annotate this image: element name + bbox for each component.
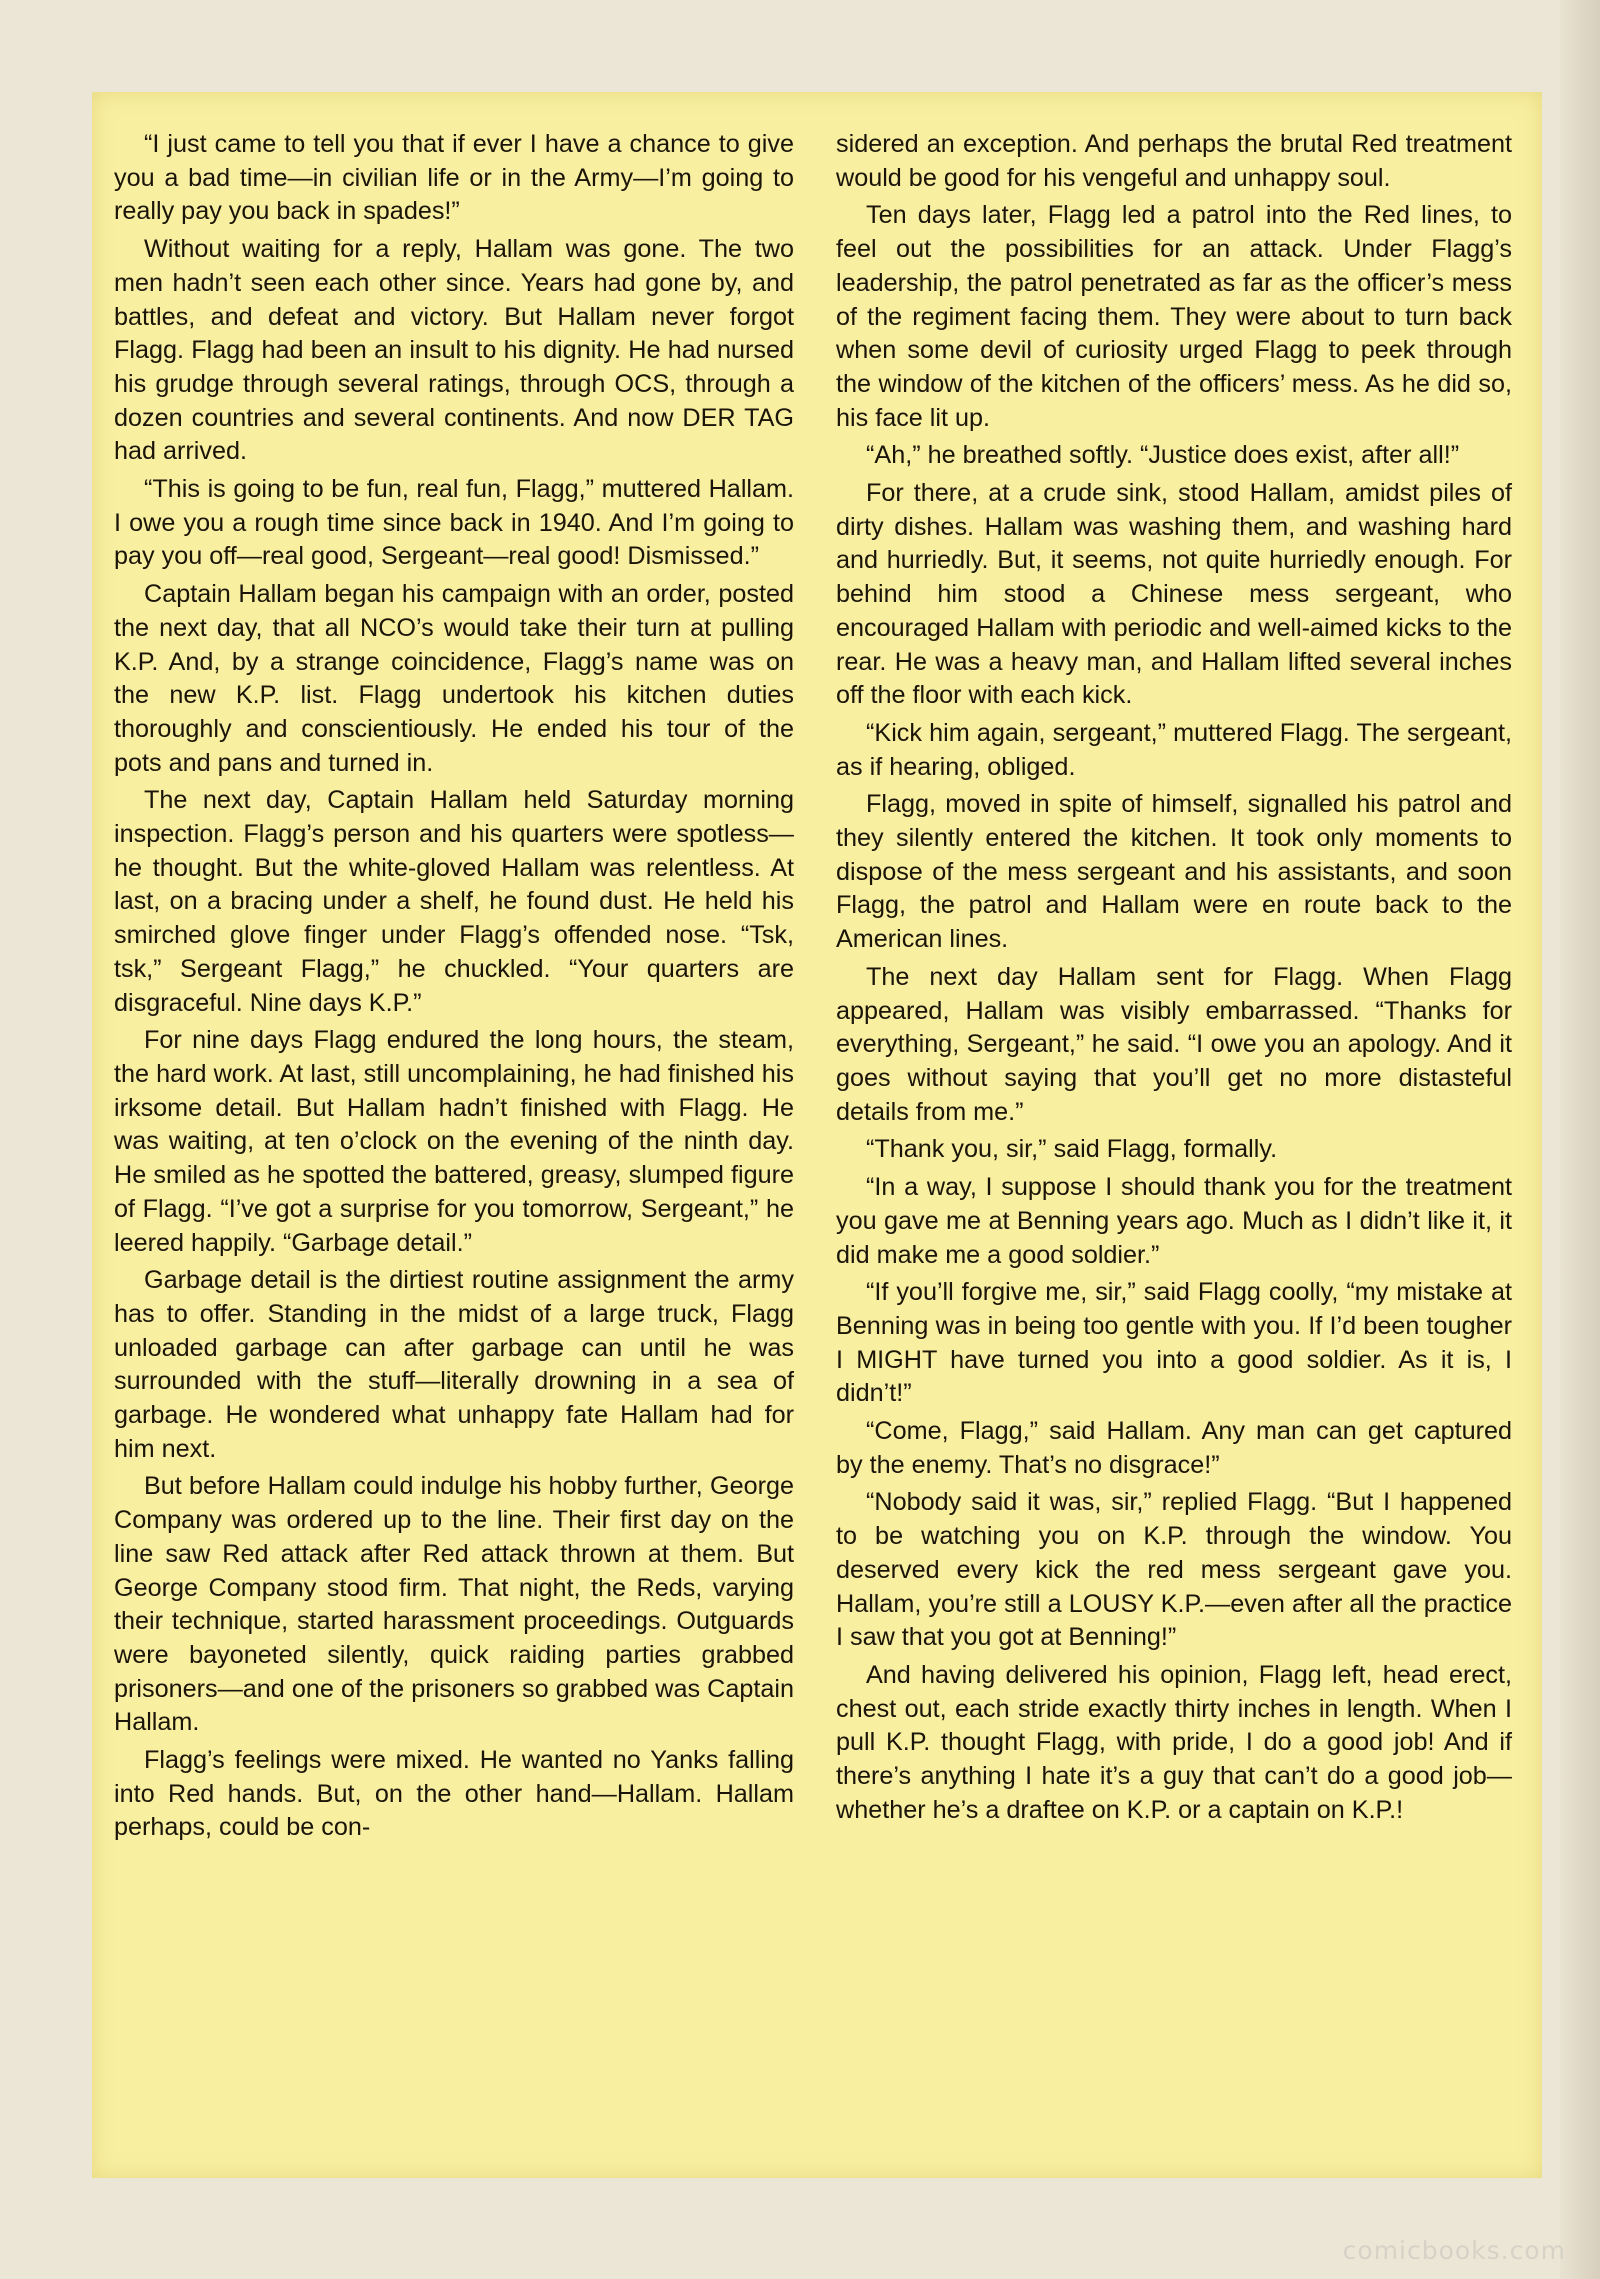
paragraph: “Thank you, sir,” said Flagg, formally. [866,1135,1278,1164]
paragraph: For there, at a crude sink, stood Hallam, amidst piles of dirty dishes. Hallam was washing them, and washing hard and hurriedly. But, it seems, not quite hurriedly enough. For behind him stood a Chinese mess sergeant, who encouraged Hallam with periodic and well-aimed kicks to the rear. He was a heavy man, and Hallam lifted several inches off the floor with each kick. [836,479,1512,710]
paragraph: “Nobody said it was, sir,” replied Flagg. “But I happened to be watching you on K.P. through the window. You deserved every kick the red mess sergeant gave you. Hallam, you’re still a LOUSY K.P.—even after all the practice I saw that you got at Benning!” [836,1488,1512,1652]
paragraph: Ten days later, Flagg led a patrol into the Red lines, to feel out the possibilities for an attack. Under Flagg’s leadership, the patrol penetrated as far as the officer’s mess of the regiment facing them. They were about to turn back when some devil of curiosity urged Flagg to peek through the window of the kitchen of the officers’ mess. As he did so, his face lit up. [836,201,1512,432]
paragraph: “This is going to be fun, real fun, Flagg,” muttered Hallam. I owe you a rough time since back in 1940. And I’m going to pay you off—real good, Sergeant—real good! Dismissed.” [114,475,794,571]
paragraph: Flagg’s feelings were mixed. He wanted no Yanks falling into Red hands. But, on the other hand—Hallam. Hallam perhaps, could be con- [114,1746,794,1842]
paragraph: “I just came to tell you that if ever I have a chance to give you a bad time—in civilian life or in the Army—I’m going to really pay you back in spades!” [114,130,794,226]
paragraph: The next day Hallam sent for Flagg. When Flagg appeared, Hallam was visibly embarrassed. “Thanks for everything, Sergeant,” he said. “I owe you an apology. And it goes without saying that you’ll get no more distasteful details from me.” [836,962,1512,1126]
paragraph: Flagg, moved in spite of himself, signalled his patrol and they silently entered the kitchen. It took only moments to dispose of the mess sergeant and his assistants, and soon Flagg, the patrol and Hallam were en route back to the American lines. [836,790,1512,954]
page-edge [1560,0,1600,2279]
paragraph: For nine days Flagg endured the long hours, the steam, the hard work. At last, still uncomplaining, he had finished his irksome detail. But Hallam hadn’t finished with Flagg. He was waiting, at ten o’clock on the evening of the ninth day. He smiled as he spotted the battered, greasy, slumped figure of Flagg. “I’ve got a surprise for you tomorrow, Sergeant,” he leered happily. “Garbage detail.” [114,1026,794,1257]
paragraph: “In a way, I suppose I should thank you for the treatment you gave me at Benning years ago. Much as I didn’t like it, it did make me a good soldier.” [836,1173,1512,1269]
paragraph: The next day, Captain Hallam held Saturday morning inspection. Flagg’s person and his quarters were spotless—he thought. But the white-gloved Hallam was relentless. At last, on a bracing under a shelf, he found dust. He held his smirched glove finger under Flagg’s offended nose. “Tsk, tsk,” Sergeant Flagg,” he chuckled. “Your quarters are disgraceful. Nine days K.P.” [114,786,794,1017]
watermark: comicbooks.com [1342,2236,1566,2265]
paragraph: Captain Hallam began his campaign with an order, posted the next day, that all NCO’s would take their turn at pulling K.P. And, by a strange coincidence, Flagg’s name was on the new K.P. list. Flagg undertook his kitchen duties thoroughly and conscientiously. He ended his tour of the pots and pans and turned in. [114,580,794,777]
paragraph: But before Hallam could indulge his hobby further, George Company was ordered up to the line. Their first day on the line saw Red attack after Red attack thrown at them. But George Company stood firm. That night, the Reds, varying their technique, started harassment proceedings. Outguards were bayoneted silently, quick raiding parties grabbed prisoners—and one of the prisoners so grabbed was Captain Hallam. [114,1472,794,1737]
right-column [836,128,1512,1831]
paragraph: sidered an exception. And perhaps the brutal Red treatment would be good for his vengeful and unhappy soul. [836,130,1512,192]
paragraph: Garbage detail is the dirtiest routine assignment the army has to offer. Standing in the midst of a large truck, Flagg unloaded garbage can after garbage can until he was surrounded with the stuff—literally drowning in a sea of garbage. He wondered what unhappy fate Hallam had for him next. [114,1266,794,1463]
paragraph: “If you’ll forgive me, sir,” said Flagg coolly, “my mistake at Benning was in being too gentle with you. If I’d been tougher I MIGHT have turned you into a good soldier. As it is, I didn’t!” [836,1278,1512,1408]
paragraph: “Ah,” he breathed softly. “Justice does exist, after all!” [866,441,1460,470]
paragraph: “Kick him again, sergeant,” muttered Flagg. The sergeant, as if hearing, obliged. [836,718,1512,781]
paragraph: “Come, Flagg,” said Hallam. Any man can get captured by the enemy. That’s no disgrace!” [836,1417,1512,1479]
paragraph: And having delivered his opinion, Flagg left, head erect, chest out, each stride exactly thirty inches in length. When I pull K.P. thought Flagg, with pride, I do a good job! And if there’s anything I hate it’s a guy that can’t do a good job—whether he’s a draftee on K.P. or a captain on K.P.! [836,1660,1512,1824]
paragraph: Without waiting for a reply, Hallam was gone. The two men hadn’t seen each other since. Years had gone by, and battles, and defeat and victory. But Hallam never forgot Flagg. Flagg had been an insult to his dignity. He had nursed his grudge through several ratings, through OCS, through a dozen countries and several continents. And now DER TAG had arrived. [114,235,794,466]
left-column [114,128,794,1849]
